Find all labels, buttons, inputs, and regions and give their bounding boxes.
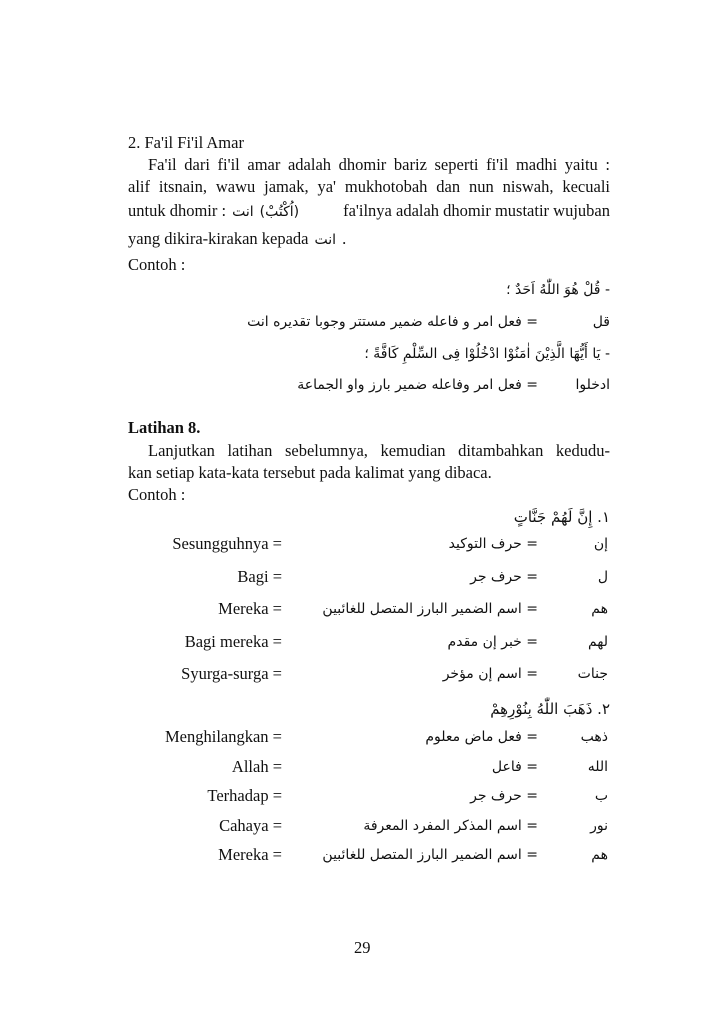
example-explanation: = فعل امر وفاعله ضمير بارز واو الجماعة	[297, 377, 538, 393]
row-explanation: = اسم الضمير البارز المتصل للغائبين	[322, 847, 538, 863]
contoh-label: Contoh :	[128, 255, 186, 274]
row-explanation: = اسم الضمير البارز المتصل للغائبين	[322, 601, 538, 617]
row-explanation: = خبر إن مقدم	[447, 633, 538, 650]
row-indonesian: Cahaya =	[219, 815, 282, 835]
row-arabic-word: الله	[587, 758, 608, 775]
row-explanation: = حرف جر	[470, 788, 538, 804]
row-arabic-word: جنات	[577, 666, 608, 682]
row-indonesian: Sesungguhnya =	[172, 534, 282, 553]
page-number: 29	[354, 938, 371, 957]
row-indonesian: Bagi =	[237, 566, 282, 586]
paragraph-line: kan setiap kata-kata tersebut pada kalimat yang dibaca.	[128, 463, 492, 482]
row-indonesian: Mereka =	[218, 599, 282, 618]
section-heading: 2. Fa'il Fi'il Amar	[128, 133, 244, 152]
example-verse: - قُلْ هُوَ اللّٰهُ اَحَدٌ ؛	[506, 282, 610, 298]
paragraph-line: alif itsnain, wawu jamak, ya' mukhotobah dan nun niswah, kecuali	[128, 177, 610, 196]
latihan-heading: Latihan 8.	[128, 418, 201, 437]
row-arabic-word: نور	[590, 817, 608, 834]
example-word: ادخلوا	[575, 377, 610, 393]
row-arabic-word: هم	[591, 601, 608, 617]
text-segment: untuk dhomir :	[128, 201, 227, 220]
example-verse: - يَا أَيُّهَا الَّذِيْنَ اٰمَنُوْا ادْخُلُوْا فِى السِّلْمِ كَافَّةً ؛	[364, 346, 610, 362]
row-indonesian: Bagi mereka =	[184, 631, 282, 651]
row-arabic-word: إن	[593, 536, 608, 552]
paragraph-line: Fa'il dari fi'il amar adalah dhomir bariz seperti fi'il madhi yaitu :	[148, 155, 610, 174]
row-arabic-word: ل	[597, 568, 608, 585]
paragraph-line-mixed	[128, 229, 346, 250]
row-arabic-word: ب	[594, 788, 608, 804]
text-segment: yang dikira-kirakan kepada	[128, 229, 309, 248]
paragraph-line: Lanjutkan latihan sebelumnya, kemudian ditambahkan kedudu-	[148, 441, 610, 460]
row-arabic-word: ذهب	[580, 729, 608, 745]
text-segment: .	[342, 229, 347, 248]
arabic-word: انت	[232, 204, 254, 220]
exercise-title: ٢. ذَهَبَ اللّٰهُ بِنُوْرِهِمْ	[490, 700, 610, 718]
row-explanation: = حرف التوكيد	[448, 536, 538, 552]
exercise-title: ١. إِنَّ لَهُمْ جَنَّاتٍ	[513, 508, 610, 526]
row-indonesian: Terhadap =	[207, 786, 282, 805]
example-word: قل	[592, 314, 610, 330]
text-segment: fa'ilnya adalah dhomir mustatir wujuban	[343, 201, 610, 220]
arabic-word: (اُكْتُبْ)	[259, 204, 300, 220]
row-indonesian: Menghilangkan =	[165, 727, 282, 746]
row-arabic-word: هم	[591, 847, 608, 863]
row-explanation: = اسم إن مؤخر	[442, 666, 538, 682]
row-explanation: = اسم المذكر المفرد المعرفة	[363, 817, 538, 834]
row-explanation: = حرف جر	[470, 568, 538, 585]
row-indonesian: Allah =	[231, 756, 282, 776]
row-indonesian: Mereka =	[218, 845, 282, 864]
row-explanation: = فعل ماض معلوم	[425, 729, 538, 745]
row-explanation: = فاعل	[491, 758, 538, 775]
example-explanation: = فعل امر و فاعله ضمير مستتر وجوبا تقديره انت	[247, 314, 538, 330]
row-indonesian: Syurga-surga =	[181, 664, 282, 683]
arabic-word: انت	[314, 232, 337, 248]
paragraph-line-mixed	[128, 201, 610, 222]
contoh-label: Contoh :	[128, 485, 186, 504]
row-arabic-word: لهم	[587, 633, 608, 650]
